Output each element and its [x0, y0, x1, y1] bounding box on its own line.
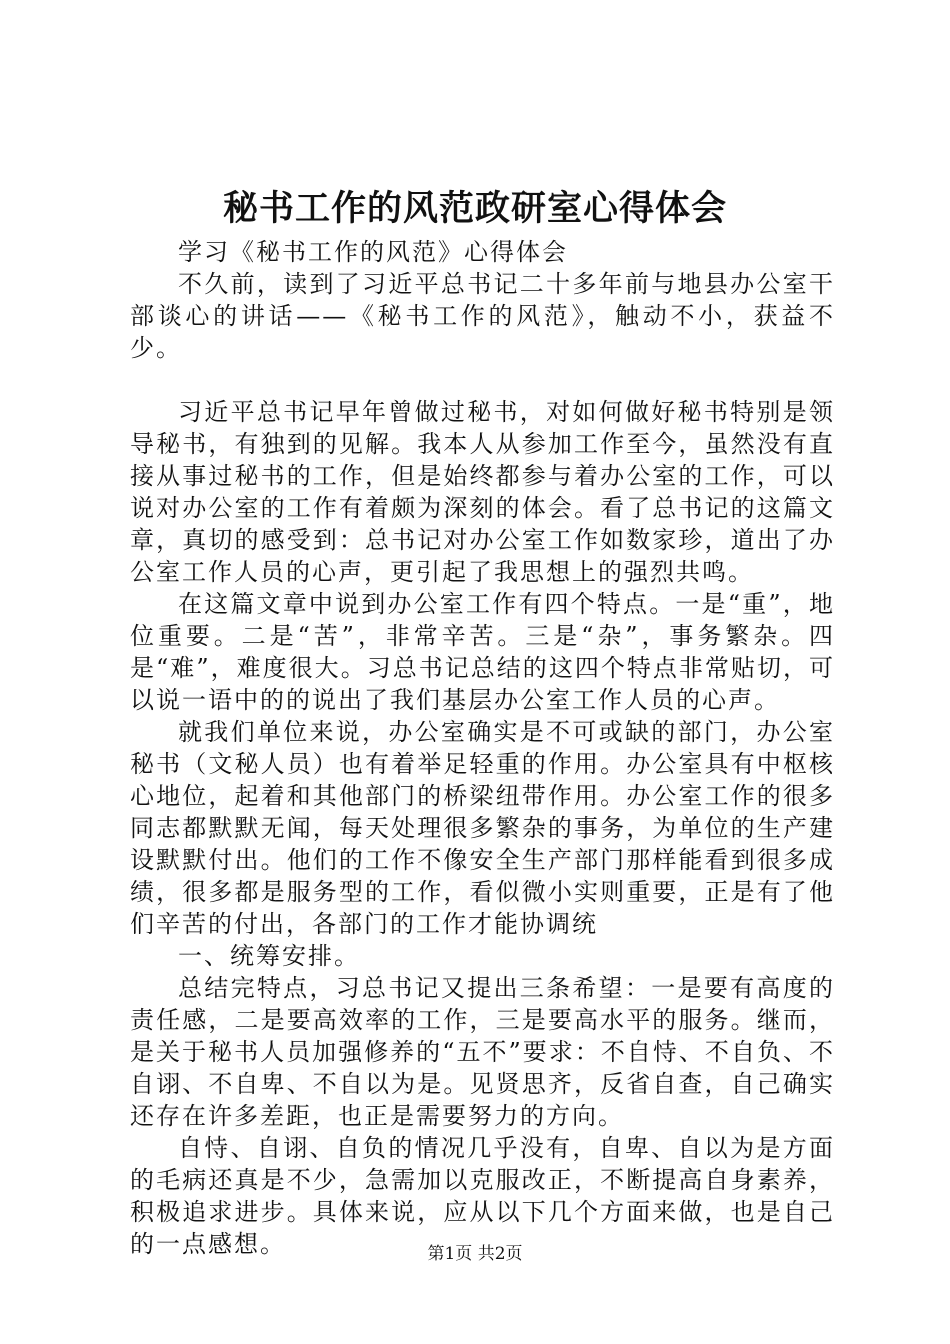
- paragraph: 自恃、自诩、自负的情况几乎没有，自卑、自以为是方面的毛病还真是不少，急需加以克服改正，不断提高自身素养，积极追求进步。具体来说，应从以下几个方面来做，也是自己的一点感想。: [130, 1134, 835, 1258]
- page-footer: 第1页 共2页: [427, 1244, 523, 1264]
- paragraph: 总结完特点，习总书记又提出三条希望：一是要有高度的责任感，二是要高效率的工作，三是要高水平的服务。继而，是关于秘书人员加强修养的“五不”要求：不自恃、不自负、不自诩、不自卑、不自以为是。见贤思齐，反省自查，自己确实还存在许多差距，也正是需要努力的方向。: [130, 974, 835, 1130]
- section-heading: 一、统筹安排。: [178, 942, 360, 970]
- document-body: [130, 236, 835, 1260]
- paragraph: 习近平总书记早年曾做过秘书，对如何做好秘书特别是领导秘书，有独到的见解。我本人从参加工作至今，虽然没有直接从事过秘书的工作，但是始终都参与着办公室的工作，可以说对办公室的工作有着颇为深刻的体会。看了总书记的这篇文章，真切的感受到：总书记对办公室工作如数家珍，道出了办公室工作人员的心声，更引起了我思想上的强烈共鸣。: [130, 398, 835, 586]
- paragraph-subtitle: 学习《秘书工作的风范》心得体会: [178, 238, 568, 266]
- paragraph: 在这篇文章中说到办公室工作有四个特点。一是“重”，地位重要。二是“苦”，非常辛苦。三是“杂”，事务繁杂。四是“难”，难度很大。习总书记总结的这四个特点非常贴切，可以说一语中的的说出了我们基层办公室工作人员的心声。: [130, 590, 835, 714]
- paragraph-intro: 不久前，读到了习近平总书记二十多年前与地县办公室干部谈心的讲话——《秘书工作的风范》，触动不小，获益不少。: [130, 270, 835, 362]
- document-title: 秘书工作的风范政研室心得体会: [222, 188, 727, 229]
- paragraph: 就我们单位来说，办公室确实是不可或缺的部门，办公室秘书（文秘人员）也有着举足轻重的作用。办公室具有中枢核心地位，起着和其他部门的桥梁纽带作用。办公室工作的很多同志都默默无闻，每天处理很多繁杂的事务，为单位的生产建设默默付出。他们的工作不像安全生产部门那样能看到很多成绩，很多都是服务型的工作，看似微小实则重要，正是有了他们辛苦的付出，各部门的工作才能协调统: [130, 718, 835, 938]
